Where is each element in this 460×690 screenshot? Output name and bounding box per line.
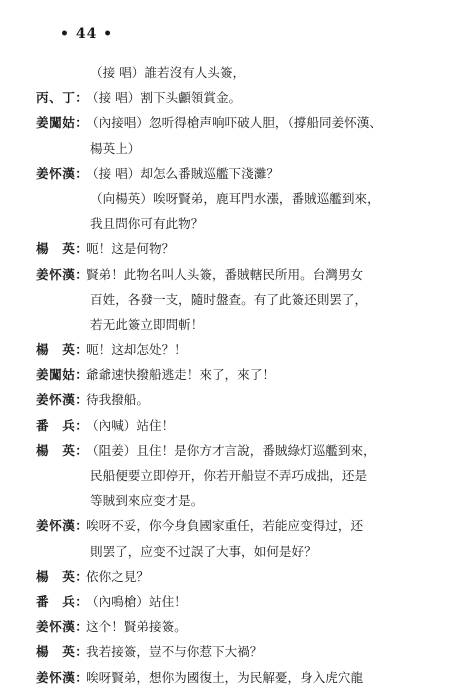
speaker-name: 姜怀漢： <box>36 669 89 685</box>
dialogue-line <box>0 337 460 362</box>
dialogue-text: 依你之見？ <box>86 568 149 584</box>
dialogue-text: 等賊到來应变才是。 <box>90 493 204 509</box>
dialogue-text: 楊英上） <box>90 140 141 156</box>
dialogue-line <box>0 639 460 664</box>
speaker-name: 番 兵： <box>36 593 89 609</box>
dialogue-line <box>0 85 460 110</box>
dialogue-text: 若无此簽立即問斬！ <box>90 316 204 332</box>
dialogue-text: （接 唱）却怎么番賊巡艦下淺灘？ <box>86 165 279 181</box>
speaker-name: 楊 英： <box>36 342 89 358</box>
dialogue-text: 我若接簽，豈不与你惹下大禍？ <box>86 644 263 660</box>
dialogue-text: 这个！賢弟接簽。 <box>86 619 187 635</box>
dialogue-line <box>0 665 460 690</box>
dialogue-text: 呃！这却怎处？！ <box>86 342 187 358</box>
dialogue-text: 則罢了，应变不过誤了大事，如何是好？ <box>90 543 317 559</box>
dialogue-line <box>0 110 460 135</box>
page-number: • 44 • <box>60 26 114 42</box>
speaker-name: 姜闖姑： <box>36 367 89 383</box>
dialogue-line <box>0 589 460 614</box>
speaker-name: 姜怀漢： <box>36 165 89 181</box>
dialogue-line <box>0 463 460 488</box>
speaker-name: 姜怀漢： <box>36 619 89 635</box>
dialogue-line <box>0 513 460 538</box>
dialogue-text: 呃！这是何物？ <box>86 241 175 257</box>
dialogue-line <box>0 136 460 161</box>
dialogue-line <box>0 438 460 463</box>
dialogue-line <box>0 287 460 312</box>
dialogue-line <box>0 387 460 412</box>
speaker-name: 楊 英： <box>36 442 89 458</box>
dialogue-line <box>0 362 460 387</box>
dialogue-text: （阻姜）且住！是你方才言說，番賊綠灯巡艦到來， <box>86 442 376 458</box>
dialogue-text: 我且問你可有此物？ <box>90 216 204 232</box>
speaker-name: 楊 英： <box>36 568 89 584</box>
dialogue-text: 賢弟！此物名叫人头簽，番賊轄民所用。台灣男女 <box>86 266 364 282</box>
speaker-name: 姜闖姑： <box>36 115 89 131</box>
dialogue-line <box>0 211 460 236</box>
speaker-name: 楊 英： <box>36 241 89 257</box>
speaker-name: 姜怀漢： <box>36 392 89 408</box>
dialogue-text: （內喊）站住！ <box>86 417 175 433</box>
speaker-name: 楊 英： <box>36 644 89 660</box>
dialogue-line <box>0 236 460 261</box>
dialogue-line <box>0 413 460 438</box>
speaker-name: 姜怀漢： <box>36 518 89 534</box>
dialogue-line <box>0 262 460 287</box>
dialogue-line <box>0 539 460 564</box>
dialogue-text: 百姓，各發一支，隨时盤查。有了此簽还則罢了， <box>90 291 368 307</box>
dialogue-line <box>0 488 460 513</box>
dialogue-text: （內接唱）忽听得槍声响吓破人胆，（撐船同姜怀漢、 <box>86 115 382 131</box>
speaker-name: 姜怀漢： <box>36 266 89 282</box>
dialogue-line <box>0 564 460 589</box>
dialogue-text: 爺爺速快撥船逃走！來了，來了！ <box>86 367 275 383</box>
dialogue-text: 唉呀不妥，你今身負國家重任，若能应变得过，还 <box>86 518 364 534</box>
dialogue-line <box>0 186 460 211</box>
dialogue-text: （接 唱）誰若沒有人头簽， <box>90 65 246 80</box>
speaker-name: 丙、丁： <box>36 90 89 106</box>
dialogue-text: （接 唱）割下头顱領賞金。 <box>86 90 242 106</box>
dialogue-text: 民船便要立即停开，你若开船豈不弄巧成拙，还是 <box>90 468 368 483</box>
dialogue-line <box>0 614 460 639</box>
speaker-name: 番 兵： <box>36 417 89 433</box>
script-text <box>0 60 460 690</box>
dialogue-line <box>0 161 460 186</box>
dialogue-text: 待我撥船。 <box>86 392 149 408</box>
dialogue-line <box>0 312 460 337</box>
dialogue-text: （向楊英）唉呀賢弟，鹿耳門水漲，番賊巡艦到來， <box>90 190 380 206</box>
dialogue-line <box>0 60 460 85</box>
dialogue-text: 唉呀賢弟，想你为國復土，为民解憂，身入虎穴龍 <box>86 669 364 685</box>
dialogue-text: （內鳴槍）站住！ <box>86 593 187 609</box>
